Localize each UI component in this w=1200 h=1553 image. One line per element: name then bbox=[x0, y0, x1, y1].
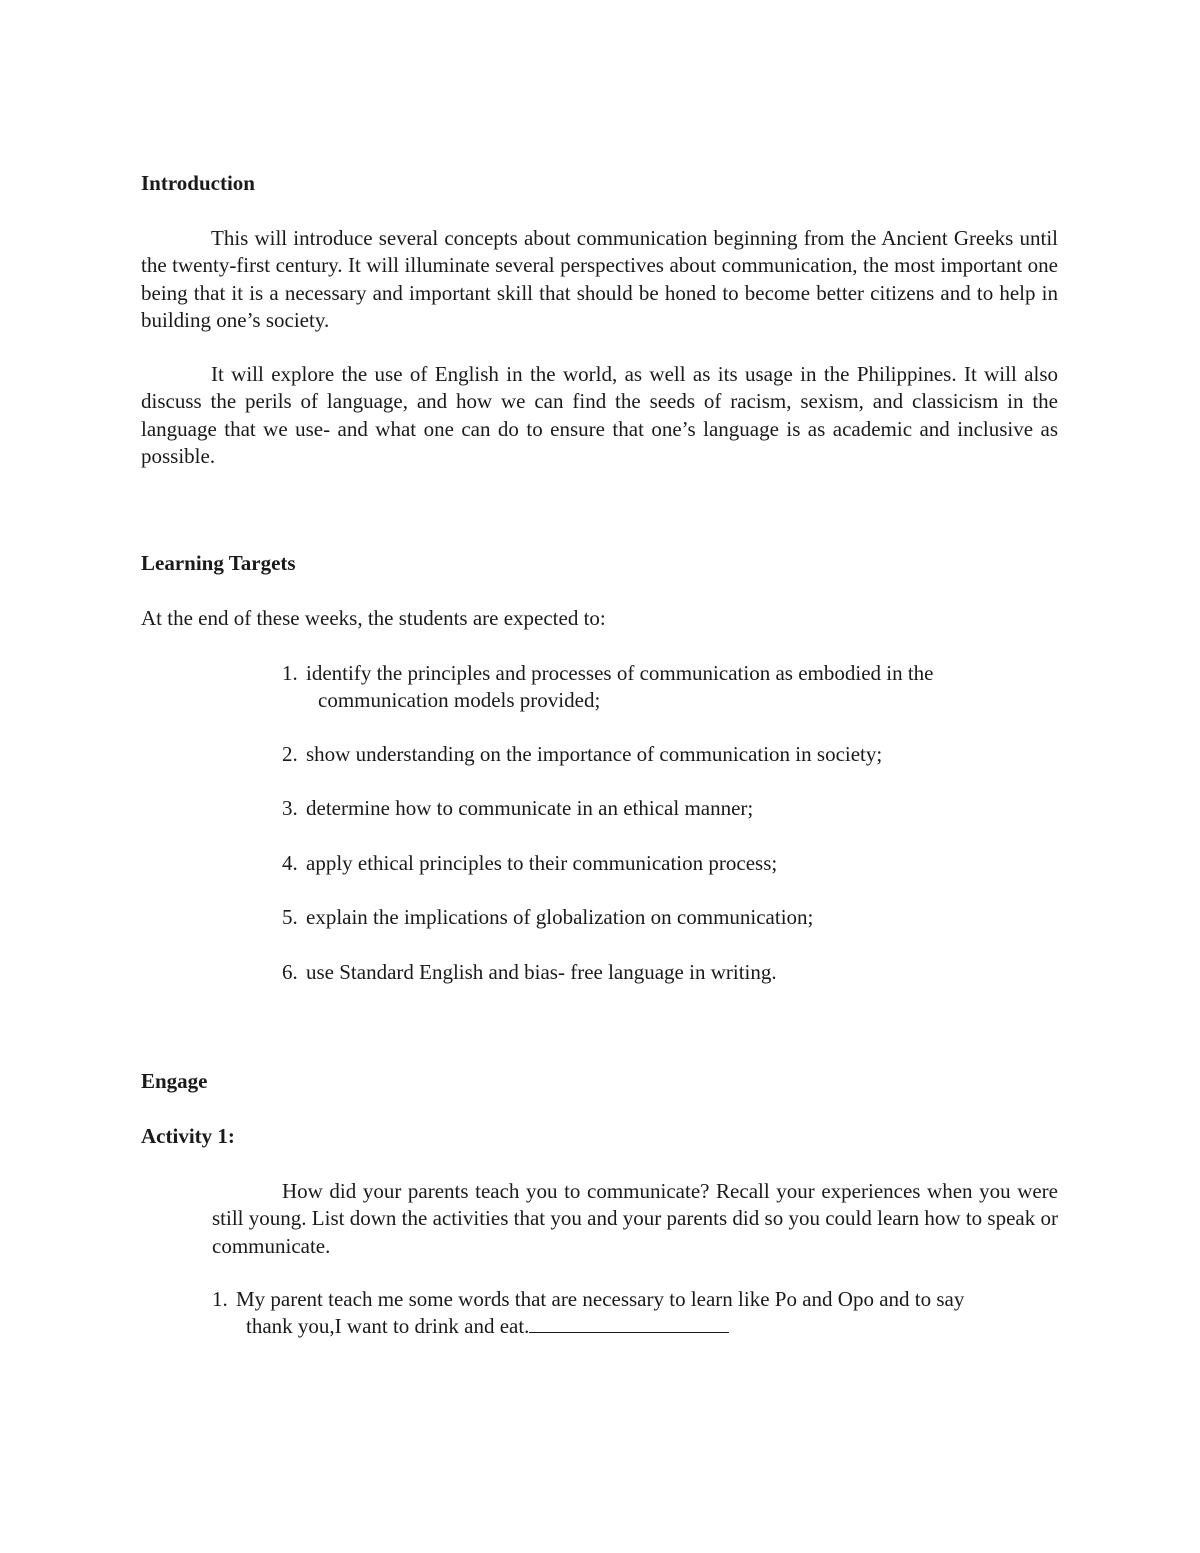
activity-title: Activity 1: bbox=[141, 1124, 235, 1148]
list-number: 6. bbox=[282, 960, 298, 984]
list-number: 5. bbox=[282, 905, 298, 929]
learning-target-item bbox=[282, 959, 1042, 986]
learning-target-item bbox=[282, 850, 1042, 877]
list-number: 3. bbox=[282, 796, 298, 820]
list-item-text: explain the implications of globalization on communication; bbox=[306, 905, 814, 929]
introduction-paragraph-2: It will explore the use of English in the world, as well as its usage in the Philippines. It will also discuss the perils of language, and how we can find the seeds of racism, sexism, and classicism in the language that we use- and what one can do to ensure that one’s language is as academic and inclusive as possible. bbox=[141, 362, 1058, 468]
engage-heading: Engage bbox=[141, 1069, 208, 1093]
list-item-text: determine how to communicate in an ethical manner; bbox=[306, 796, 754, 820]
list-number: 1. bbox=[212, 1287, 228, 1311]
answer-blank-line[interactable] bbox=[529, 1314, 729, 1333]
learning-target-item bbox=[282, 795, 1042, 822]
activity-answer-item bbox=[212, 1286, 1062, 1341]
learning-target-item bbox=[282, 660, 1042, 715]
list-number: 4. bbox=[282, 851, 298, 875]
list-item-text: apply ethical principles to their communication process; bbox=[306, 851, 778, 875]
learning-targets-intro: At the end of these weeks, the students are expected to: bbox=[141, 606, 606, 630]
list-item-text-continued: communication models provided; bbox=[318, 688, 601, 713]
learning-target-item bbox=[282, 741, 1042, 768]
learning-target-item bbox=[282, 904, 1042, 931]
list-item-text: use Standard English and bias- free language in writing. bbox=[306, 960, 777, 984]
answer-text-continued bbox=[212, 1313, 1062, 1340]
learning-targets-heading: Learning Targets bbox=[141, 551, 296, 575]
answer-text-line2: thank you,I want to drink and eat. bbox=[246, 1314, 530, 1339]
answer-text: My parent teach me some words that are necessary to learn like Po and Opo and to say bbox=[236, 1287, 965, 1311]
list-number: 1. bbox=[282, 661, 298, 685]
introduction-paragraph-1: This will introduce several concepts about communication beginning from the Ancient Greeks until the twenty-first century. It will illuminate several perspectives about communication, the most important one being that it is a necessary and important skill that should be honed to become better citizens and to help in building one’s society. bbox=[141, 226, 1058, 332]
list-item-text: identify the principles and processes of communication as embodied in the bbox=[306, 661, 934, 685]
introduction-heading: Introduction bbox=[141, 171, 255, 195]
activity-instructions: How did your parents teach you to communicate? Recall your experiences when you were still young. List down the activities that you and your parents did so you could learn how to speak or communicate. bbox=[212, 1179, 1058, 1258]
list-item-text: show understanding on the importance of communication in society; bbox=[306, 742, 883, 766]
list-number: 2. bbox=[282, 742, 298, 766]
